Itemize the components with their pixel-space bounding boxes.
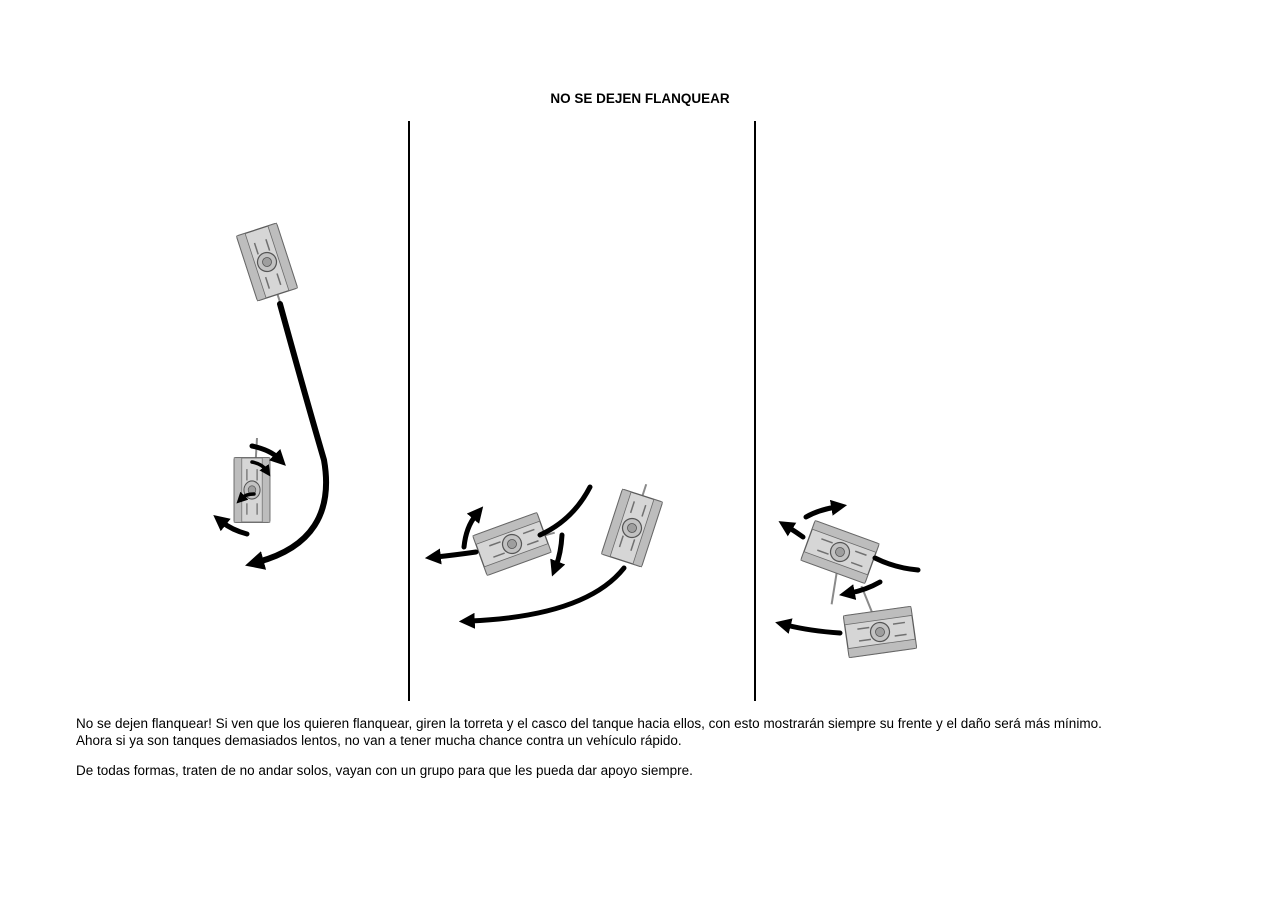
page-title: NO SE DEJEN FLANQUEAR	[550, 91, 730, 106]
arrow-icon	[556, 535, 562, 566]
paragraph-group-advice: De todas formas, traten de no andar solos, vayan con un grupo para que les pueda dar apoyo siempre.	[76, 763, 693, 778]
arrow-icon	[222, 522, 247, 534]
paragraph-line: No se dejen flanquear! Si ven que los quieren flanquear, giren la torreta y el casco del tanque hacia ellos, con esto mostrarán siempre su frente y el daño será más mínimo.	[76, 716, 1102, 731]
arrow-icon	[436, 552, 476, 557]
arrow-icon	[470, 568, 624, 621]
tank-icon	[473, 509, 561, 575]
arrow-icon	[258, 304, 326, 562]
paragraph-flanking-advice	[76, 715, 1226, 749]
paragraph-line: Ahora si ya son tanques demasiados lentos, no van a tener mucha chance contra un vehículo rápido.	[76, 733, 682, 748]
arrow-icon	[788, 527, 803, 537]
tank-icon	[237, 223, 304, 318]
tank-icon	[602, 478, 667, 567]
arrow-icon	[806, 507, 836, 517]
arrow-icon	[786, 625, 840, 633]
arrow-icon	[464, 515, 476, 547]
arrow-icon	[540, 487, 590, 535]
arrow-icon	[875, 558, 918, 570]
